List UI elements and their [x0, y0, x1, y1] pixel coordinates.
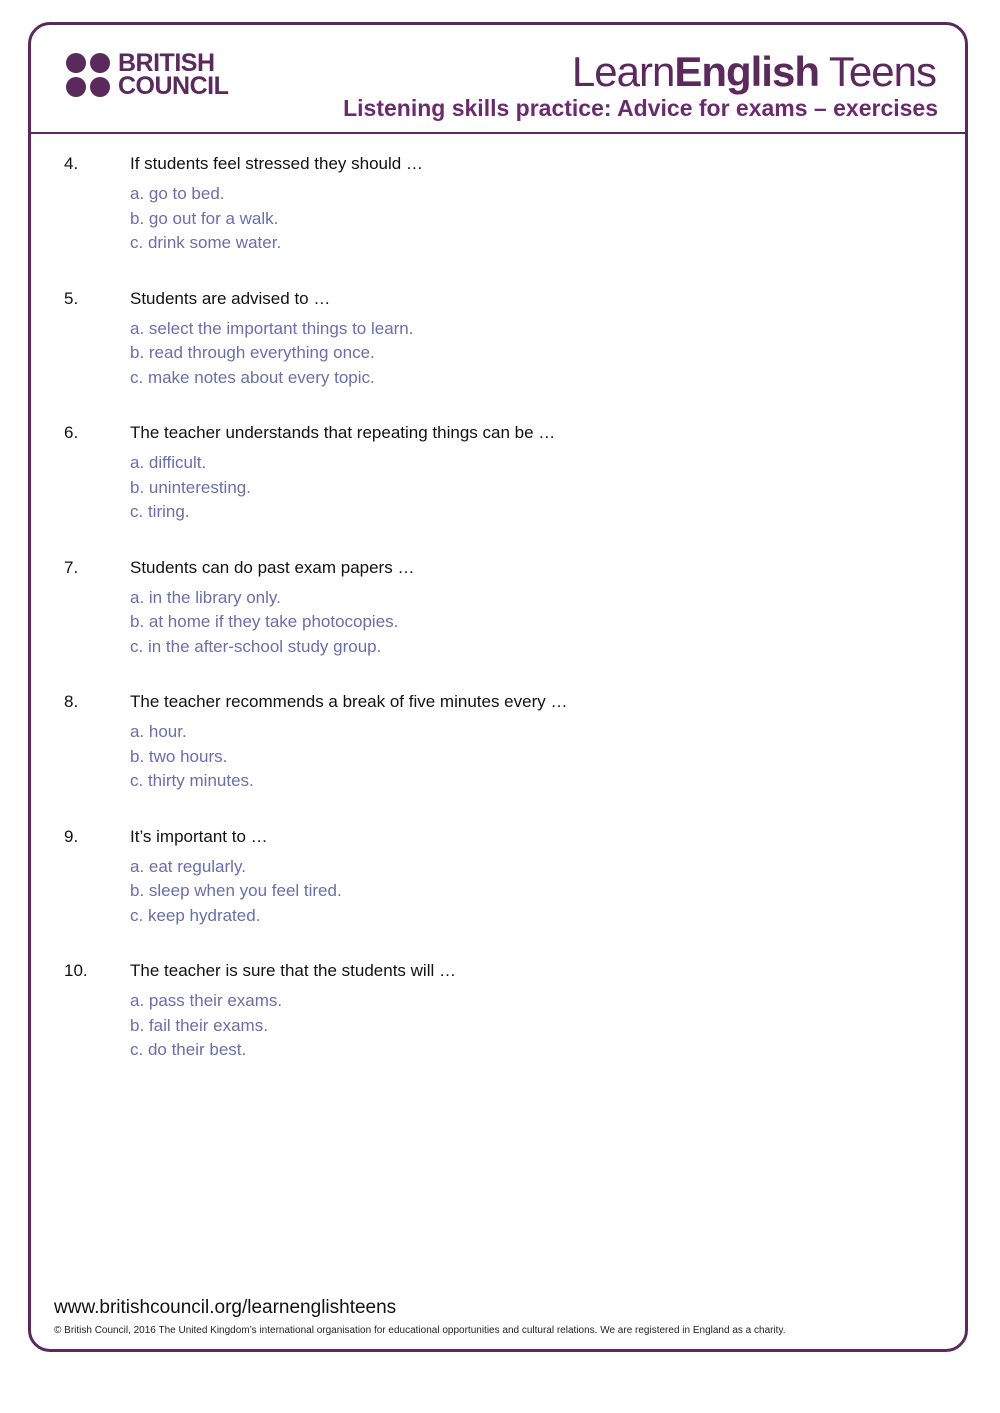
answer-option[interactable]: a. pass their exams.: [130, 991, 283, 1010]
question-item: [64, 959, 924, 1063]
answer-option[interactable]: c. do their best.: [130, 1040, 247, 1059]
question-item: [64, 825, 924, 929]
question-text: Students are advised to …: [130, 288, 331, 308]
answer-option[interactable]: a. eat regularly.: [130, 856, 246, 876]
learnenglish-teens-logo: LearnEnglish Teens: [571, 48, 936, 95]
answer-option[interactable]: c. thirty minutes.: [130, 771, 254, 790]
answer-option[interactable]: a. go to bed.: [130, 184, 225, 203]
header-divider: [31, 132, 967, 134]
question-list: [64, 152, 924, 1094]
answer-options: [130, 989, 924, 1063]
answer-option[interactable]: c. make notes about every topic.: [130, 367, 375, 387]
answer-options: [130, 182, 924, 256]
question-text: The teacher is sure that the students will …: [130, 961, 456, 980]
answer-option[interactable]: c. tiring.: [130, 502, 190, 521]
question-text: The teacher understands that repeating things can be …: [130, 423, 556, 442]
answer-option[interactable]: c. keep hydrated.: [130, 905, 261, 925]
question-number: 5.: [64, 288, 79, 308]
question-stem: [64, 959, 924, 983]
british-council-logo: [66, 49, 229, 100]
question-number: 6.: [64, 423, 79, 442]
answer-options: [130, 855, 924, 929]
answer-option[interactable]: b. uninteresting.: [130, 477, 251, 497]
question-number: 8.: [64, 692, 79, 711]
answer-options: [130, 720, 924, 794]
answer-options: [130, 317, 924, 391]
question-text: Students can do past exam papers …: [130, 557, 415, 577]
question-stem: [64, 825, 924, 849]
british-council-wordmark: BRITISH COUNCIL: [118, 49, 229, 100]
answer-option[interactable]: a. select the important things to learn.: [130, 318, 414, 338]
question-stem: [64, 287, 924, 311]
footer-url: www.britishcouncil.org/learnenglishteens: [54, 1297, 397, 1318]
answer-option[interactable]: a. difficult.: [130, 453, 207, 472]
question-stem: [64, 556, 924, 580]
question-stem: [64, 152, 924, 176]
answer-option[interactable]: a. hour.: [130, 722, 187, 741]
answer-option[interactable]: b. fail their exams.: [130, 1015, 268, 1035]
answer-option[interactable]: b. at home if they take photocopies.: [130, 612, 399, 631]
question-item: [64, 287, 924, 391]
answer-option[interactable]: b. two hours.: [130, 746, 228, 766]
page-title: Listening skills practice: Advice for exams – exercises: [343, 95, 938, 121]
answer-option[interactable]: b. read through everything once.: [130, 343, 375, 362]
question-number: 4.: [64, 154, 79, 173]
question-item: [64, 690, 924, 794]
question-stem: [64, 690, 924, 714]
footer-copyright: © British Council, 2016 The United Kingdom’s international organisation for educational opportunities and cultural relations. We are registered in England as a charity.: [54, 1325, 786, 1336]
answer-option[interactable]: c. drink some water.: [130, 233, 282, 252]
question-text: It’s important to …: [130, 826, 268, 846]
answer-options: [130, 451, 924, 525]
answer-option[interactable]: a. in the library only.: [130, 587, 281, 607]
question-item: [64, 556, 924, 660]
question-number: 9.: [64, 826, 79, 846]
answer-options: [130, 586, 924, 660]
answer-option[interactable]: b. go out for a walk.: [130, 208, 279, 228]
answer-option[interactable]: b. sleep when you feel tired.: [130, 881, 342, 900]
question-text: If students feel stressed they should …: [130, 154, 423, 173]
question-number: 10.: [64, 961, 88, 980]
question-number: 7.: [64, 557, 79, 577]
question-text: The teacher recommends a break of five minutes every …: [130, 692, 568, 711]
answer-option[interactable]: c. in the after-school study group.: [130, 636, 382, 656]
question-stem: [64, 421, 924, 445]
question-item: [64, 421, 924, 525]
british-council-dots-icon: [66, 53, 110, 97]
question-item: [64, 152, 924, 256]
